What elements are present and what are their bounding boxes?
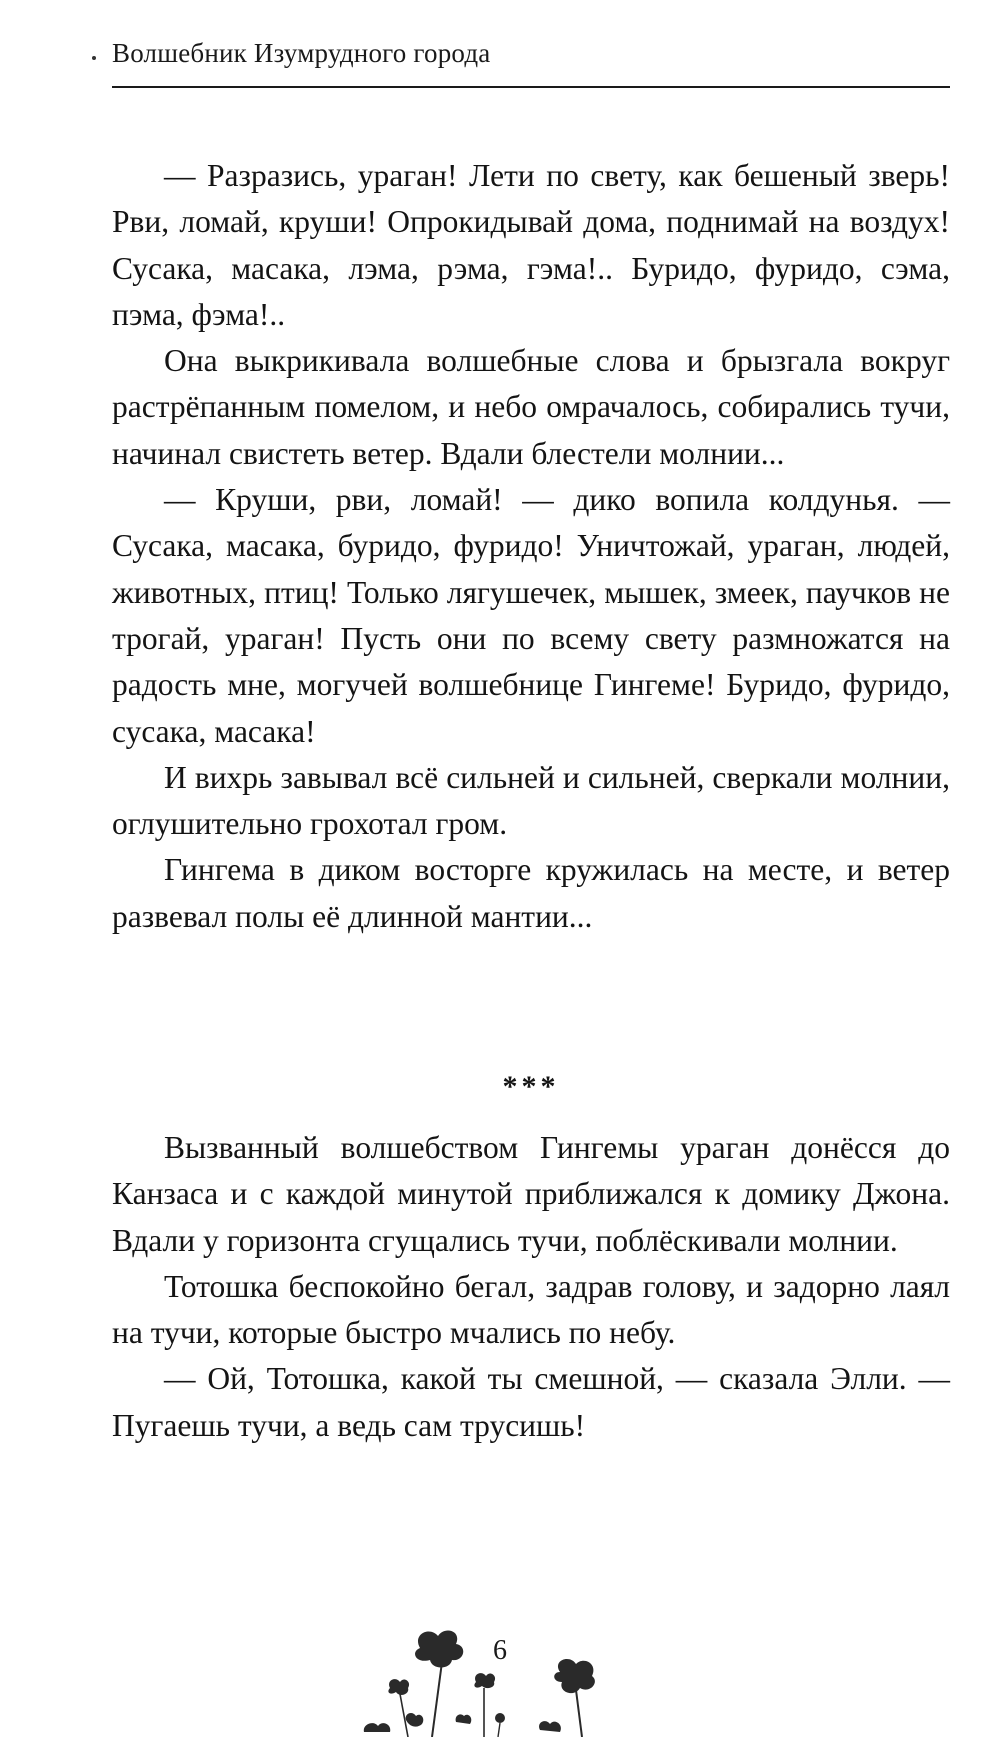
paragraph: — Круши, рви, ломай! — дико вопила колдунья. — Сусака, масака, буридо, фуридо! Уничтожай, ураган, людей, животных, птиц! Только лягушечек, мышек, змеек, паучков не трогай, ураган! Пусть они по всему свету размножатся на радость мне, могучей волшебнице Гингеме! Буридо, фуридо, сусака, масака! <box>112 482 950 749</box>
paragraph: — Ой, Тотошка, какой ты смешной, — сказала Элли. — Пугаешь тучи, а ведь сам трусишь! <box>112 1361 950 1443</box>
paragraph: Она выкрикивала волшебные слова и брызгала вокруг растрёпанным помелом, и небо омрачалось, собирались тучи, начинал свистеть ветер. Вдали блестели молнии... <box>112 343 950 471</box>
page-number: 6 <box>493 1635 507 1666</box>
paragraph: Тотошка беспокойно бегал, задрав голову, и задорно лаял на тучи, которые быстро мчались по небу. <box>112 1268 950 1351</box>
header-rule <box>112 86 950 88</box>
text-block-two <box>112 1125 950 1449</box>
scene-break: *** <box>502 1070 560 1103</box>
paragraph: Гингема в диком восторге кружилась на месте, и ветер развевал полы её длинной мантии... <box>112 852 950 934</box>
running-title: Волшебник Изумрудного города <box>112 38 491 68</box>
paragraph: И вихрь завывал всё сильней и сильней, сверкали молнии, оглушительно грохотал гром. <box>112 759 950 842</box>
header-bullet <box>92 56 96 60</box>
paragraph: — Разразись, ураган! Лети по свету, как бешеный зверь! Рви, ломай, круши! Опрокидывай дома, поднимай на воздух! Сусака, масака, лэма, рэма, гэма!.. Буридо, фуридо, сэма, пэма, фэма!.. <box>112 158 950 332</box>
paragraph: Вызванный волшебством Гингемы ураган донёсся до Канзаса и с каждой минутой приближался к домику Джона. Вдали у горизонта сгущались тучи, поблёскивали молнии. <box>112 1130 950 1258</box>
text-block-one <box>112 153 950 940</box>
